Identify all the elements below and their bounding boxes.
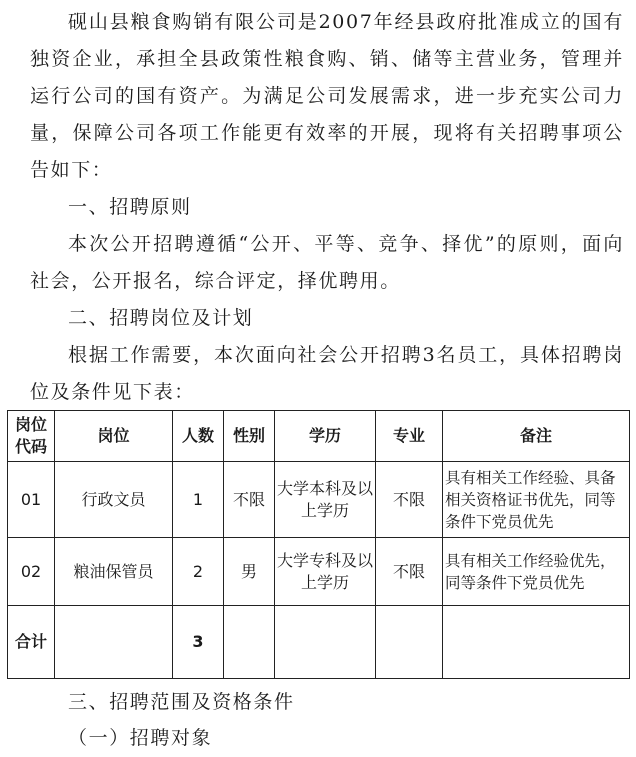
section-2-heading: 二、招聘岗位及计划 xyxy=(68,307,254,329)
cell-major: 不限 xyxy=(376,538,443,606)
header-remark: 备注 xyxy=(443,411,630,462)
cell-major: 不限 xyxy=(376,462,443,538)
cell-gender: 男 xyxy=(224,538,275,606)
header-education: 学历 xyxy=(275,411,376,462)
intro-paragraph: 砚山县粮食购销有限公司是2007年经县政府批准成立的国有独资企业，承担全县政策性粮食购、销、储等主营业务，管理并运行公司的国有资产。为满足公司发展需求，进一步充实公司力量，保障公司各项工作能更有效率的开展，现将有关招聘事项公告如下： xyxy=(30,11,624,181)
cell-position: 行政文员 xyxy=(55,462,173,538)
header-count: 人数 xyxy=(173,411,224,462)
section-3-sub-1: （一）招聘对象 xyxy=(68,727,213,749)
total-empty xyxy=(55,606,173,679)
cell-remark: 具有相关工作经验优先，同等条件下党员优先 xyxy=(443,538,630,606)
section-3-heading: 三、招聘范围及资格条件 xyxy=(68,691,295,713)
total-count: 3 xyxy=(173,606,224,679)
cell-count: 2 xyxy=(173,538,224,606)
section-1-body: 本次公开招聘遵循“公开、平等、竞争、择优”的原则，面向社会，公开报名，综合评定，择优聘用。 xyxy=(30,233,624,292)
header-code: 岗位代码 xyxy=(8,411,55,462)
table-row xyxy=(8,462,630,538)
header-position: 岗位 xyxy=(55,411,173,462)
cell-gender: 不限 xyxy=(224,462,275,538)
recruitment-table xyxy=(7,410,630,679)
section-2-body: 根据工作需要，本次面向社会公开招聘3名员工，具体招聘岗位及条件见下表： xyxy=(30,344,624,403)
header-gender: 性别 xyxy=(224,411,275,462)
table-row xyxy=(8,538,630,606)
cell-education: 大学专科及以上学历 xyxy=(275,538,376,606)
cell-position: 粮油保管员 xyxy=(55,538,173,606)
cell-code: 01 xyxy=(8,462,55,538)
section-1-heading: 一、招聘原则 xyxy=(68,196,192,218)
cell-remark: 具有相关工作经验、具备相关资格证书优先，同等条件下党员优先 xyxy=(443,462,630,538)
total-empty xyxy=(443,606,630,679)
total-empty xyxy=(275,606,376,679)
total-label: 合计 xyxy=(8,606,55,679)
table-header-row xyxy=(8,411,630,462)
total-empty xyxy=(376,606,443,679)
cell-count: 1 xyxy=(173,462,224,538)
cell-education: 大学本科及以上学历 xyxy=(275,462,376,538)
table-total-row xyxy=(8,606,630,679)
total-empty xyxy=(224,606,275,679)
cell-code: 02 xyxy=(8,538,55,606)
header-major: 专业 xyxy=(376,411,443,462)
